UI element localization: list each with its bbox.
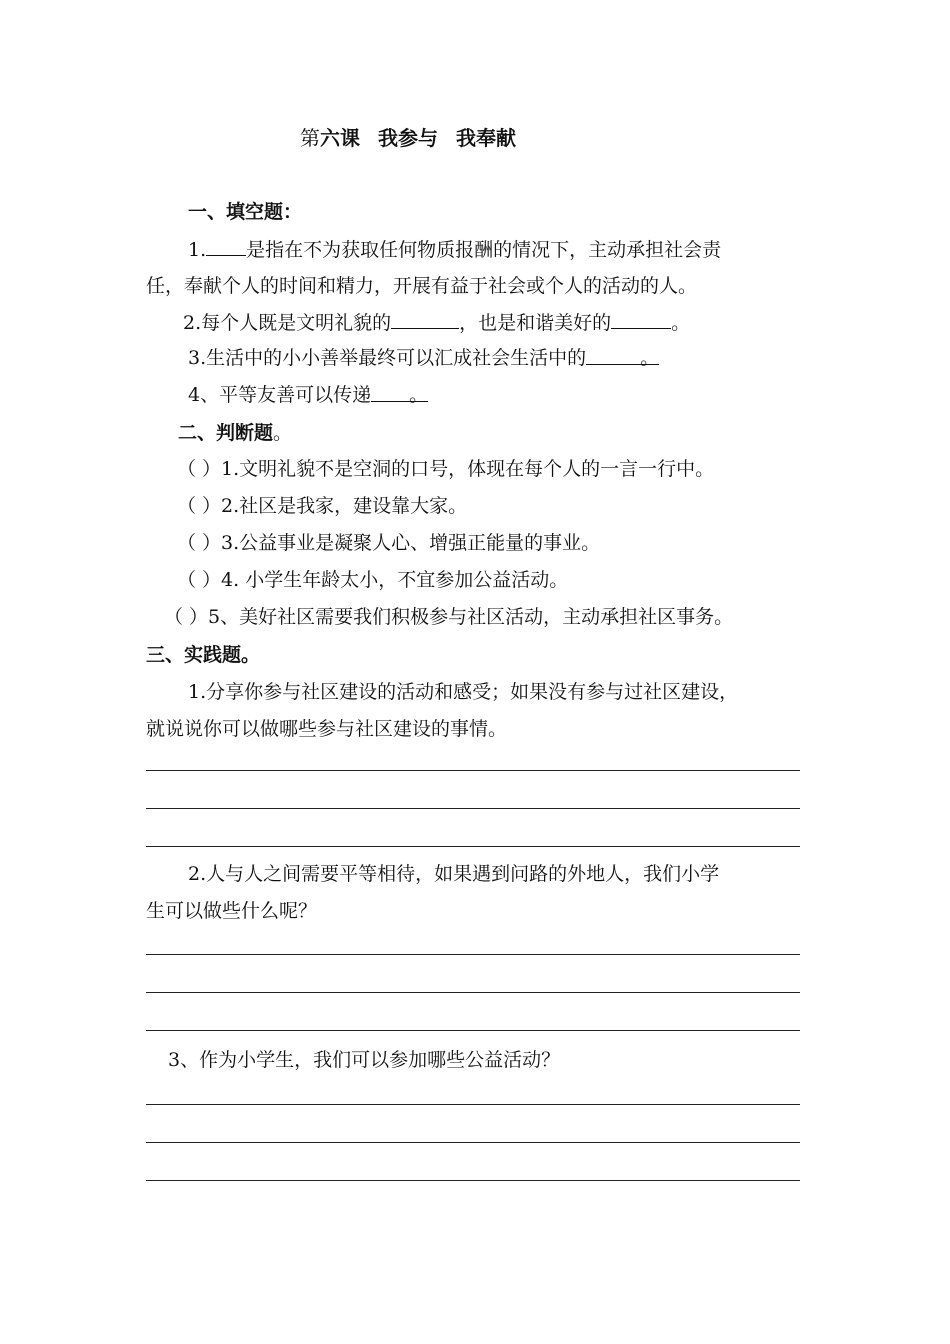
answer-line[interactable] <box>146 808 800 809</box>
answer-blank[interactable] <box>206 237 246 256</box>
title-part2: 我参与 <box>378 126 438 150</box>
judge-item: （ ）2.社区是我家，建设靠大家。 <box>177 495 468 517</box>
section1-heading: 一、填空题： <box>188 201 303 223</box>
practice-question-1: 1.分享你参与社区建设的活动和感受；如果没有参与过社区建设， <box>188 681 739 703</box>
page-title <box>300 125 516 151</box>
q4-text-a: 4、平等友善可以传递 <box>188 384 372 406</box>
fill-question-1 <box>188 237 721 262</box>
q4-text-b: 。 <box>409 384 429 406</box>
practice-question-2-cont: 生可以做些什么呢？ <box>146 900 318 922</box>
section2-heading <box>178 421 292 445</box>
judge-item: （ ）1.文明礼貌不是空洞的口号，体现在每个人的一言一行中。 <box>177 458 715 480</box>
q1-text-line1: 是指在不为获取任何物质报酬的情况下，主动承担社会责 <box>246 239 722 261</box>
fill-question-2 <box>183 310 690 335</box>
fill-question-4 <box>188 383 428 407</box>
judge-item: （ ）4. 小学生年龄太小，不宜参加公益活动。 <box>177 569 569 591</box>
answer-line[interactable] <box>146 1142 800 1143</box>
judge-item: （ ）3.公益事业是凝聚人心、增强正能量的事业。 <box>177 532 601 554</box>
section2-heading-text: 二、判断题 <box>178 422 274 444</box>
answer-line[interactable] <box>146 1104 800 1105</box>
practice-question-1-cont: 就说说你可以做哪些参与社区建设的事情。 <box>146 718 508 740</box>
answer-line[interactable] <box>146 1030 800 1031</box>
answer-line[interactable] <box>146 992 800 993</box>
fill-question-3 <box>188 346 659 370</box>
practice-question-2: 2.人与人之间需要平等相待，如果遇到问路的外地人，我们小学 <box>188 863 720 885</box>
q2-text-b: ，也是和谐美好的 <box>459 312 612 334</box>
answer-line[interactable] <box>146 1180 800 1181</box>
title-prefix: 第 <box>300 126 320 150</box>
q2-text-c: 。 <box>671 312 691 334</box>
title-part3: 我奉献 <box>456 126 516 150</box>
q2-text-a: 2.每个人既是文明礼貌的 <box>183 312 392 334</box>
answer-line[interactable] <box>146 954 800 955</box>
section2-heading-tail: 。 <box>273 422 293 444</box>
q1-text-line2: 任，奉献个人的时间和精力，开展有益于社会或个人的活动的人。 <box>146 275 698 297</box>
answer-line[interactable] <box>146 846 800 847</box>
answer-blank[interactable] <box>391 310 459 329</box>
answer-line[interactable] <box>146 770 800 771</box>
answer-blank[interactable] <box>586 346 660 369</box>
q3-text-b: 。 <box>640 347 660 369</box>
judge-item: （ ）5、美好社区需要我们积极参与社区活动，主动承担社区事务。 <box>164 606 734 628</box>
practice-question-3: 3、作为小学生，我们可以参加哪些公益活动？ <box>168 1049 561 1071</box>
title-lesson: 六课 <box>320 126 360 150</box>
q1-number: 1. <box>188 239 207 261</box>
q3-text-a: 3.生活中的小小善举最终可以汇成社会生活中的 <box>188 347 587 369</box>
answer-blank[interactable] <box>611 310 671 329</box>
section3-heading: 三、实践题。 <box>146 644 261 666</box>
answer-blank[interactable] <box>371 383 429 406</box>
